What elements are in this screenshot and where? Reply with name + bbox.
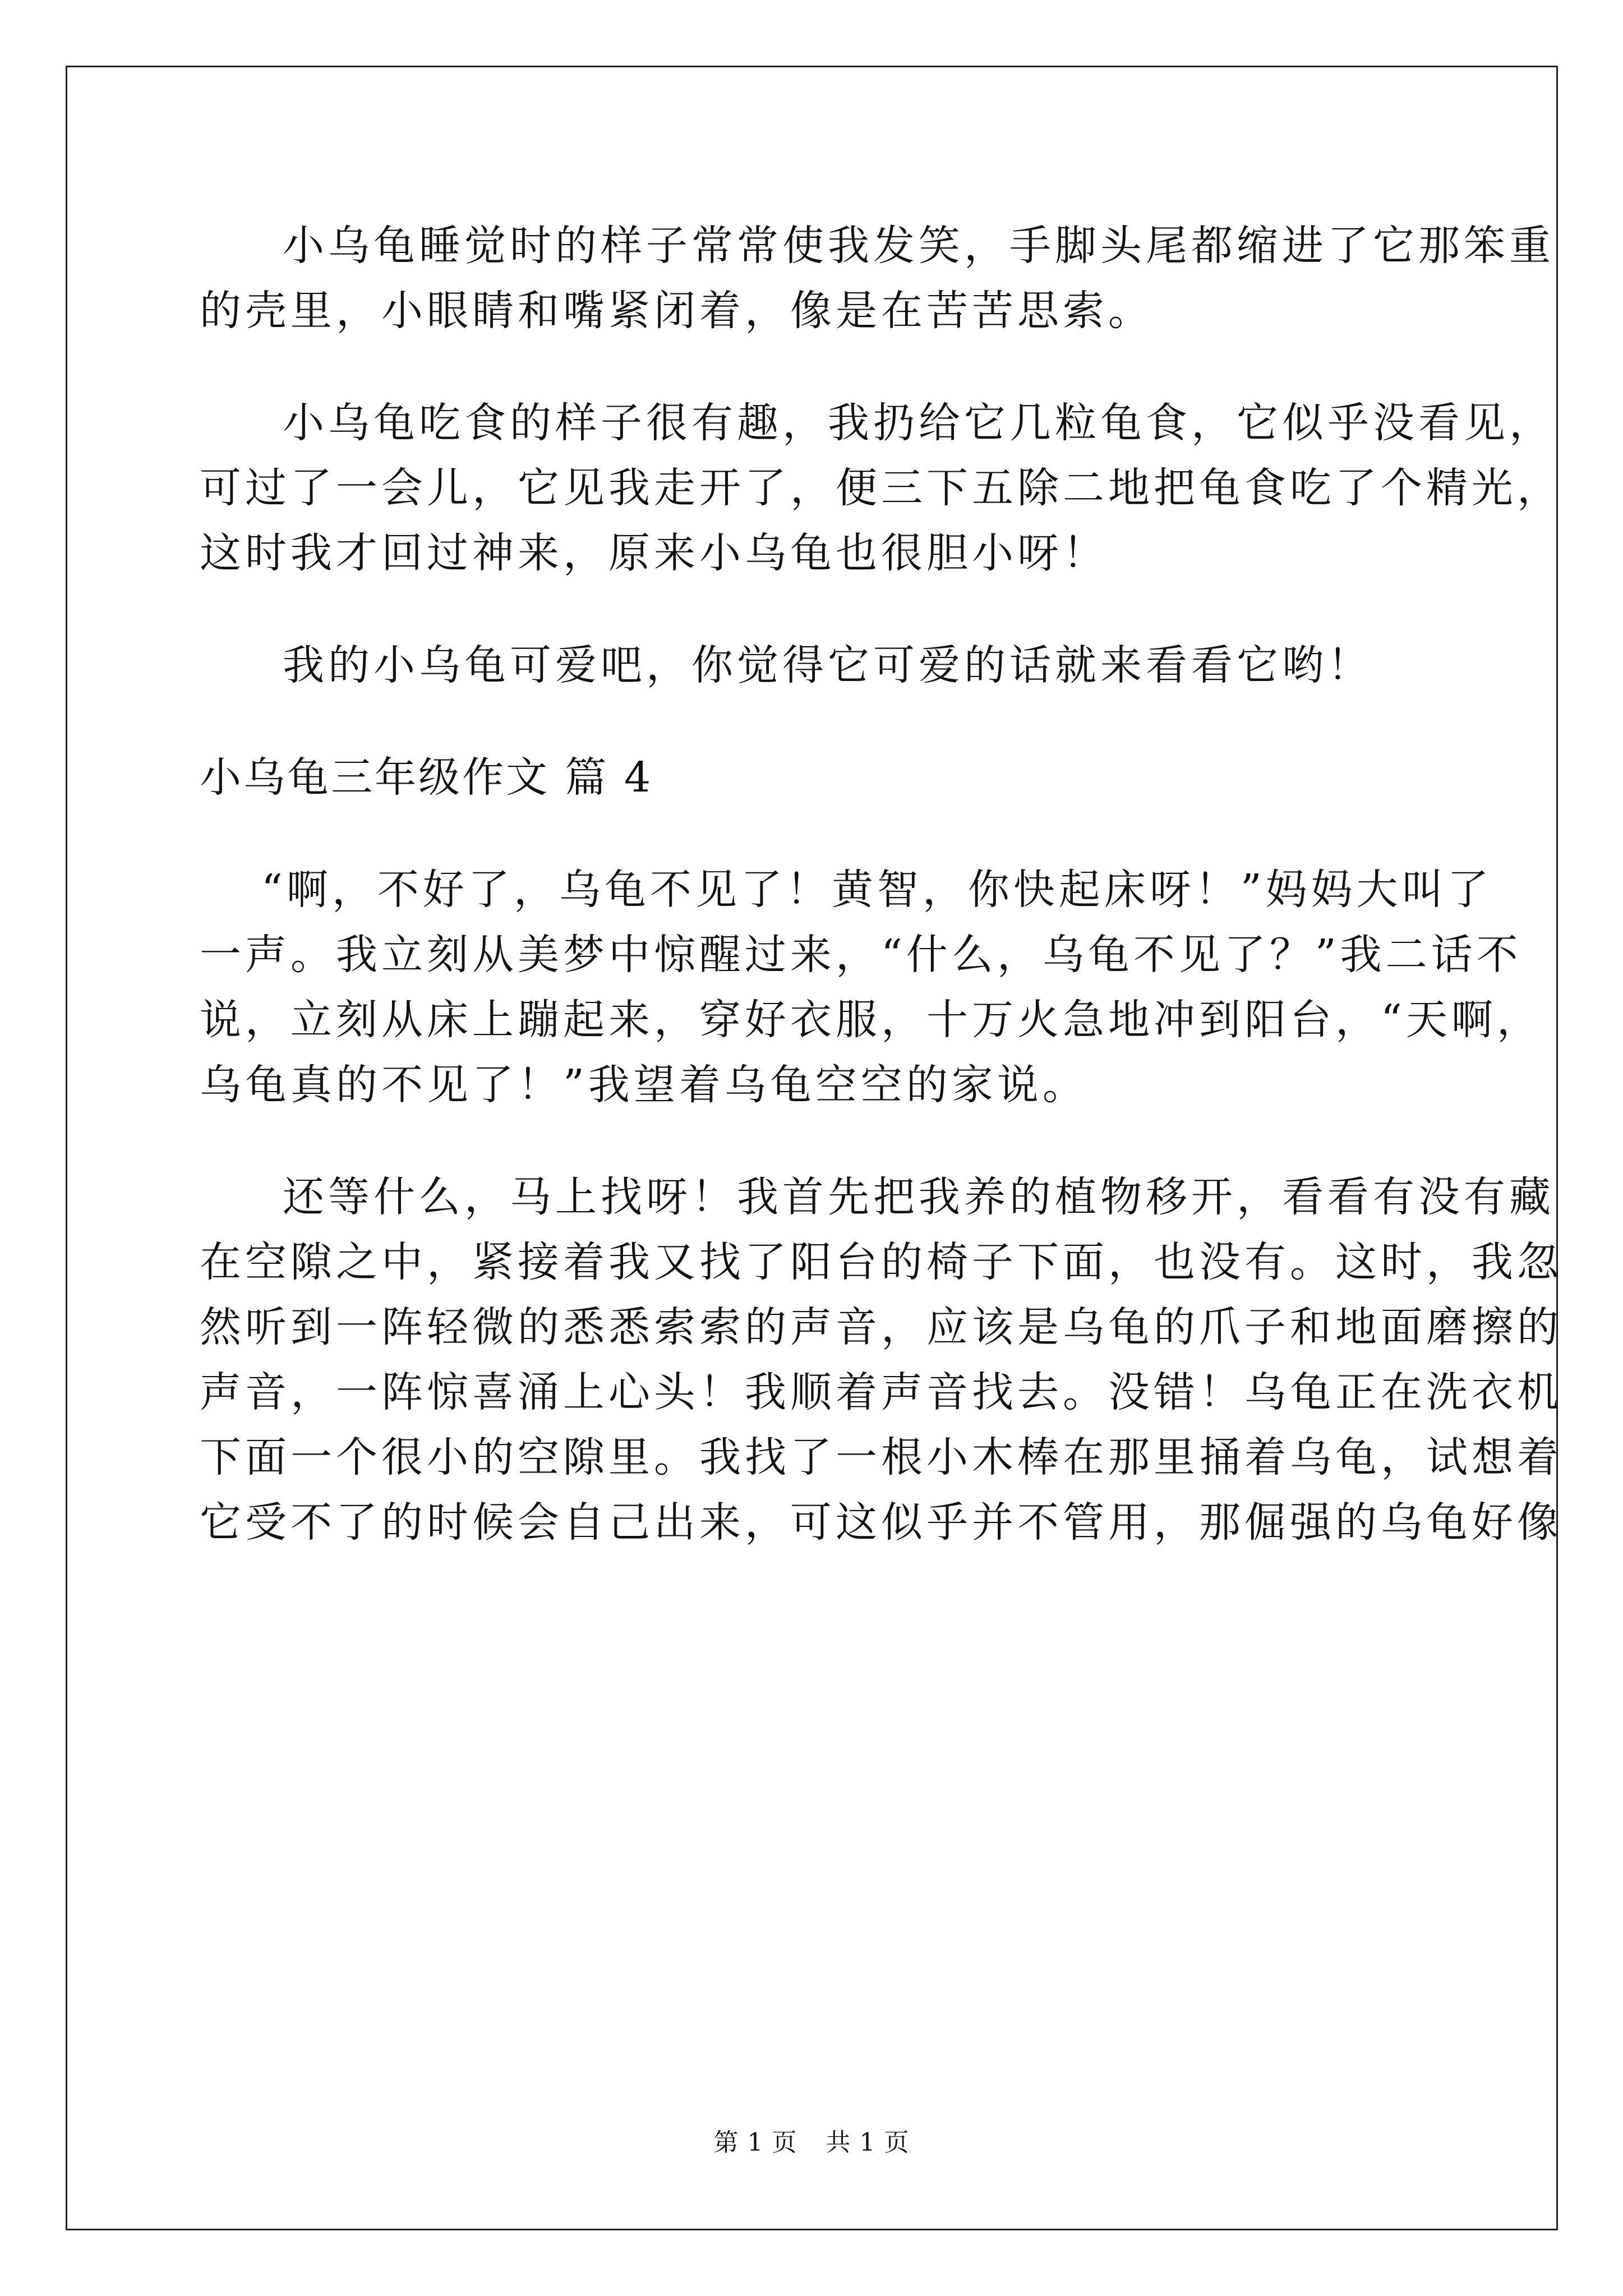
- text-line: 在空隙之中，紧接着我又找了阳台的椅子下面，也没有。这时，我忽: [200, 1238, 1562, 1286]
- text-line: 它受不了的时候会自己出来，可这似乎并不管用，那倔强的乌龟好像: [200, 1498, 1562, 1547]
- document-body: [200, 213, 1562, 1555]
- paragraph: [200, 857, 1542, 1117]
- text-line: 这时我才回过神来，原来小乌龟也很胆小呀！: [200, 529, 1108, 577]
- section-heading: 小乌龟三年级作文 篇 4: [200, 753, 653, 802]
- page-footer: [0, 2126, 1623, 2160]
- text-line: 可过了一会儿，它见我走开了，便三下五除二地把龟食吃了个精光，: [200, 464, 1562, 512]
- text-line: “啊，不好了，乌龟不见了！黄智，你快起床呀！”妈妈大叫了: [261, 866, 1493, 914]
- text-line: 的壳里，小眼睛和嘴紧闭着，像是在苦苦思索。: [200, 287, 1154, 335]
- paragraph: [200, 633, 1433, 698]
- text-line: 小乌龟吃食的样子很有趣，我扔给它几粒龟食，它似乎没看见，: [283, 399, 1555, 447]
- paragraph: [200, 1165, 1562, 1555]
- paragraph: [200, 213, 1555, 343]
- page-number: 第 1 页: [713, 2128, 797, 2157]
- page-total: 共 1 页: [826, 2128, 910, 2157]
- text-line: 我的小乌龟可爱吧，你觉得它可爱的话就来看看它哟！: [283, 641, 1373, 689]
- text-line: 小乌龟睡觉时的样子常常使我发笑，手脚头尾都缩进了它那笨重: [283, 222, 1555, 270]
- text-line: 下面一个很小的空隙里。我找了一根小木棒在那里捅着乌龟，试想着: [200, 1433, 1562, 1481]
- text-line: 声音，一阵惊喜涌上心头！我顺着声音找去。没错！乌龟正在洗衣机: [200, 1368, 1562, 1416]
- text-line: 然听到一阵轻微的悉悉索索的声音，应该是乌龟的爪子和地面磨擦的: [200, 1303, 1562, 1351]
- text-line: 一声。我立刻从美梦中惊醒过来，“什么，乌龟不见了？”我二话不: [200, 931, 1522, 979]
- text-line: 乌龟真的不见了！”我望着乌龟空空的家说。: [200, 1061, 1088, 1109]
- text-line: 还等什么，马上找呀！我首先把我养的植物移开，看看有没有藏: [283, 1173, 1555, 1221]
- paragraph: [200, 390, 1562, 586]
- text-line: 说，立刻从床上蹦起来，穿好衣服，十万火急地冲到阳台，“天啊，: [200, 996, 1542, 1044]
